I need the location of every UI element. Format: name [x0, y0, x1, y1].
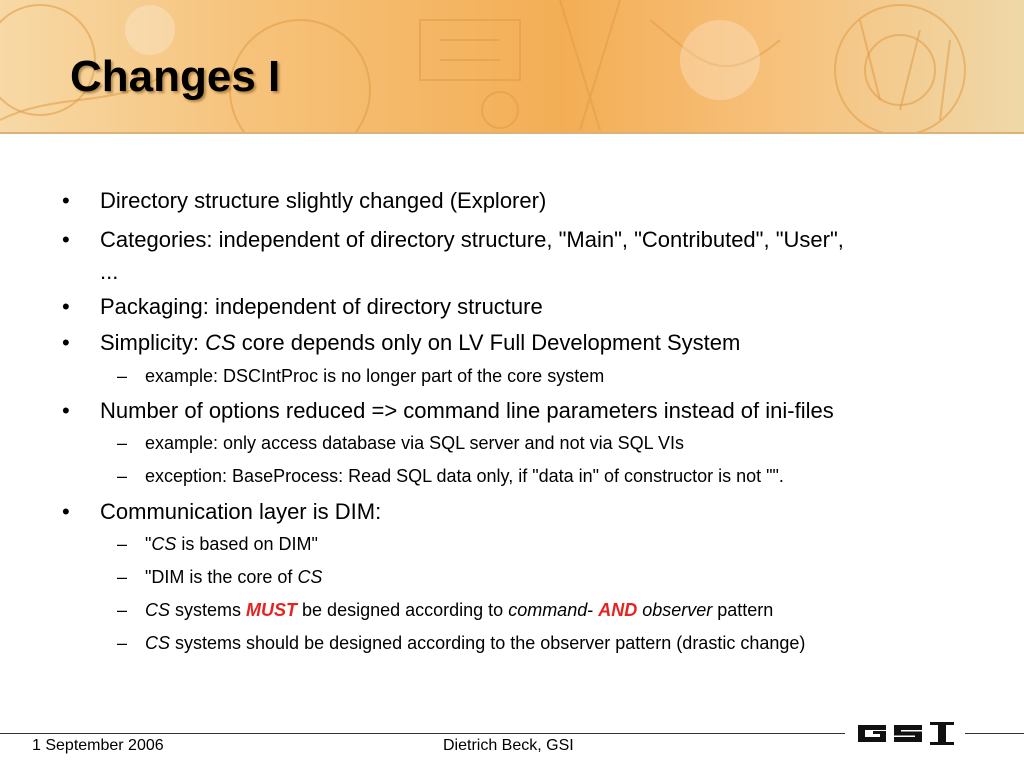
sub-bullet-marker: – — [117, 433, 128, 453]
sub-bullet-item — [145, 600, 773, 621]
cs-term: CS — [145, 600, 171, 620]
footer-divider-right — [965, 733, 1024, 734]
sub-bullet-text: "DIM is the core of — [145, 567, 298, 587]
bullet-continuation: ... — [100, 259, 119, 284]
footer-author: Dietrich Beck, GSI — [443, 737, 574, 754]
bullet-marker: • — [62, 499, 70, 524]
sub-bullet-text: " — [145, 534, 152, 554]
sub-bullet-marker: – — [117, 534, 128, 554]
bullet-text: core depends only on LV Full Development System — [235, 330, 741, 355]
sub-bullet-marker: – — [117, 600, 128, 620]
cs-term: CS — [205, 330, 236, 355]
slide-title: Changes I — [70, 52, 281, 101]
sub-bullet-text: is based on DIM" — [176, 534, 318, 554]
logo-text: GSI — [856, 719, 858, 720]
bullet-item: Number of options reduced => command line parameters instead of ini-files — [100, 398, 834, 423]
sub-bullet-marker: – — [117, 466, 128, 486]
sub-bullet-marker: – — [117, 366, 128, 386]
header-divider — [0, 132, 1024, 134]
sub-bullet-text: - — [587, 600, 599, 620]
cs-term: CS — [145, 633, 171, 653]
cs-term: CS — [297, 567, 323, 587]
sub-bullet-item — [145, 567, 322, 588]
sub-bullet-text: pattern — [712, 600, 774, 620]
bullet-item: Packaging: independent of directory structure — [100, 294, 543, 319]
bullet-marker: • — [62, 330, 70, 355]
bullet-item: Communication layer is DIM: — [100, 499, 382, 524]
sub-bullet-item: exception: BaseProcess: Read SQL data only, if "data in" of constructor is not "". — [145, 466, 784, 486]
sub-bullet-text: systems should be designed according to the observer pattern (drastic change) — [170, 633, 806, 653]
italic-term: command — [508, 600, 588, 620]
header-banner — [0, 0, 1024, 132]
bullet-text: Simplicity: — [100, 330, 206, 355]
bullet-marker: • — [62, 294, 70, 319]
gsi-logo — [856, 719, 962, 747]
footer-divider — [0, 733, 845, 734]
bullet-marker: • — [62, 227, 70, 252]
footer-date: 1 September 2006 — [32, 737, 164, 754]
italic-term: observer — [642, 600, 713, 620]
sub-bullet-marker: – — [117, 567, 128, 587]
sub-bullet-item: example: DSCIntProc is no longer part of the core system — [145, 366, 605, 386]
bullet-item: Categories: independent of directory structure, "Main", "Contributed", "User", — [100, 227, 844, 252]
cs-term: CS — [151, 534, 177, 554]
sub-bullet-text: be designed according to — [297, 600, 509, 620]
sub-bullet-item: example: only access database via SQL server and not via SQL VIs — [145, 433, 684, 453]
bullet-marker: • — [62, 398, 70, 423]
bullet-item — [100, 330, 740, 356]
bullet-marker: • — [62, 188, 70, 213]
sub-bullet-item — [145, 534, 318, 555]
sub-bullet-marker: – — [117, 633, 128, 653]
emphasis-and: AND — [598, 600, 638, 620]
bullet-item: Directory structure slightly changed (Explorer) — [100, 188, 547, 213]
sub-bullet-item — [145, 633, 805, 654]
emphasis-must: MUST — [246, 600, 298, 620]
sub-bullet-text: systems — [170, 600, 247, 620]
